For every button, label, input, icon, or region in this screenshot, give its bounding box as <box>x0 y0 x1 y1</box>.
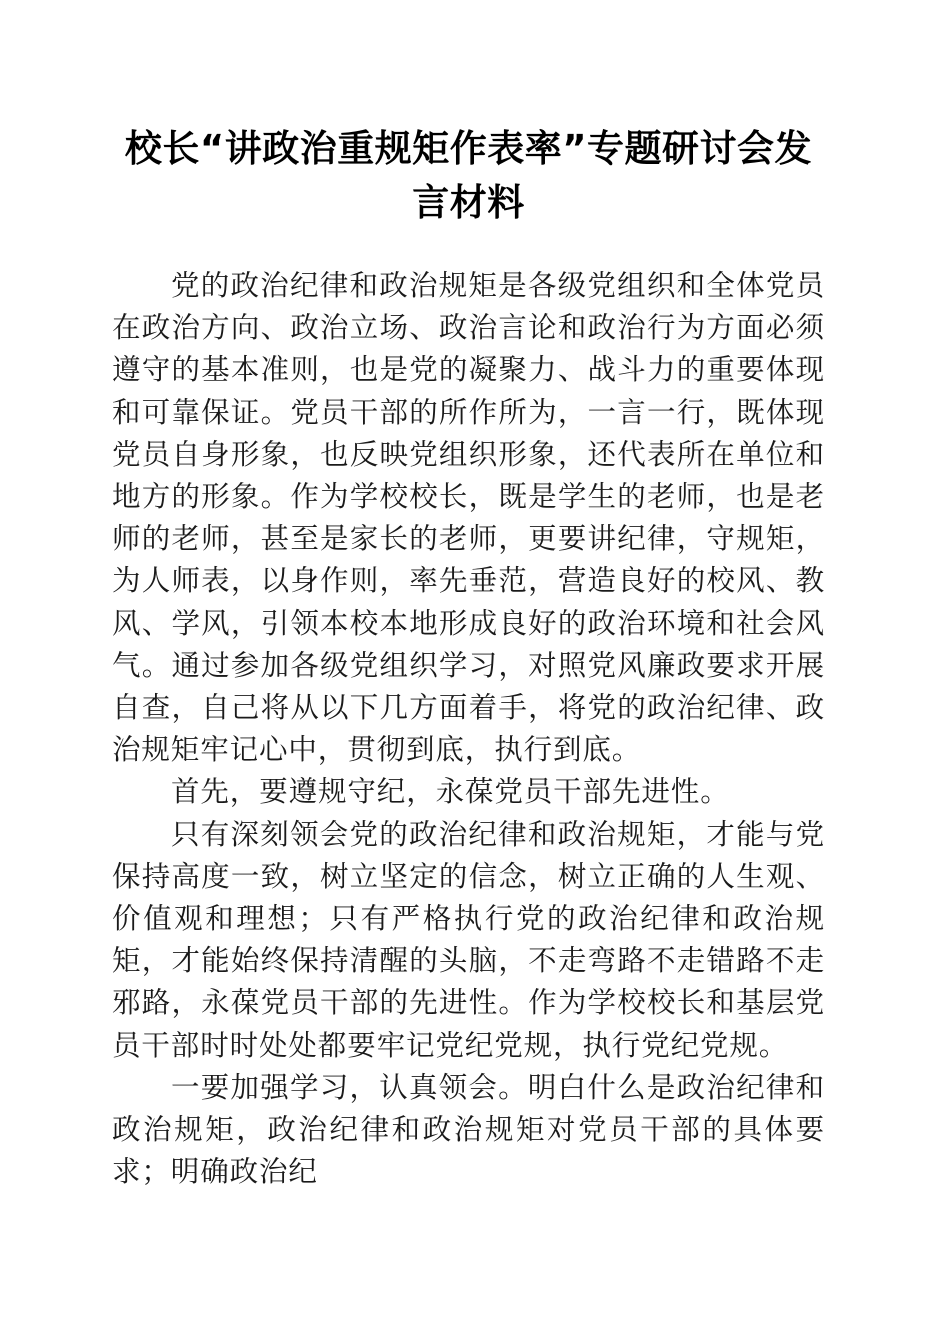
paragraph: 一要加强学习，认真领会。明白什么是政治纪律和政治规矩，政治纪律和政治规矩对党员干部的具体要求；明确政治纪 <box>112 1072 825 1189</box>
paragraph: 只有深刻领会党的政治纪律和政治规矩，才能与党保持高度一致，树立坚定的信念，树立正确的人生观、价值观和理想；只有严格执行党的政治纪律和政治规矩，才能始终保持清醒的头脑，不走弯路不走错路不走邪路，永葆党员干部的先进性。作为学校校长和基层党员干部时时处处都要牢记党纪党规，执行党纪党规。 <box>112 819 825 1062</box>
paragraph: 党的政治纪律和政治规矩是各级党组织和全体党员在政治方向、政治立场、政治言论和政治行为方面必须遵守的基本准则，也是党的凝聚力、战斗力的重要体现和可靠保证。党员干部的所作所为，一言一行，既体现党员自身形象，也反映党组织形象，还代表所在单位和地方的形象。作为学校校长，既是学生的老师，也是老师的老师，甚至是家长的老师，更要讲纪律，守规矩，为人师表，以身作则，率先垂范，营造良好的校风、教风、学风，引领本校本地形成良好的政治环境和社会风气。通过参加各级党组织学习，对照党风廉政要求开展自查，自己将从以下几方面着手，将党的政治纪律、政治规矩牢记心中，贯彻到底，执行到底。 <box>112 271 825 767</box>
page-title: 校长“讲政治重规矩作表率”专题研讨会发言材料 <box>124 127 813 224</box>
paragraph: 首先，要遵规守纪，永葆党员干部先进性。 <box>171 777 730 809</box>
document-content <box>112 0 825 1194</box>
document-body <box>112 266 825 1194</box>
